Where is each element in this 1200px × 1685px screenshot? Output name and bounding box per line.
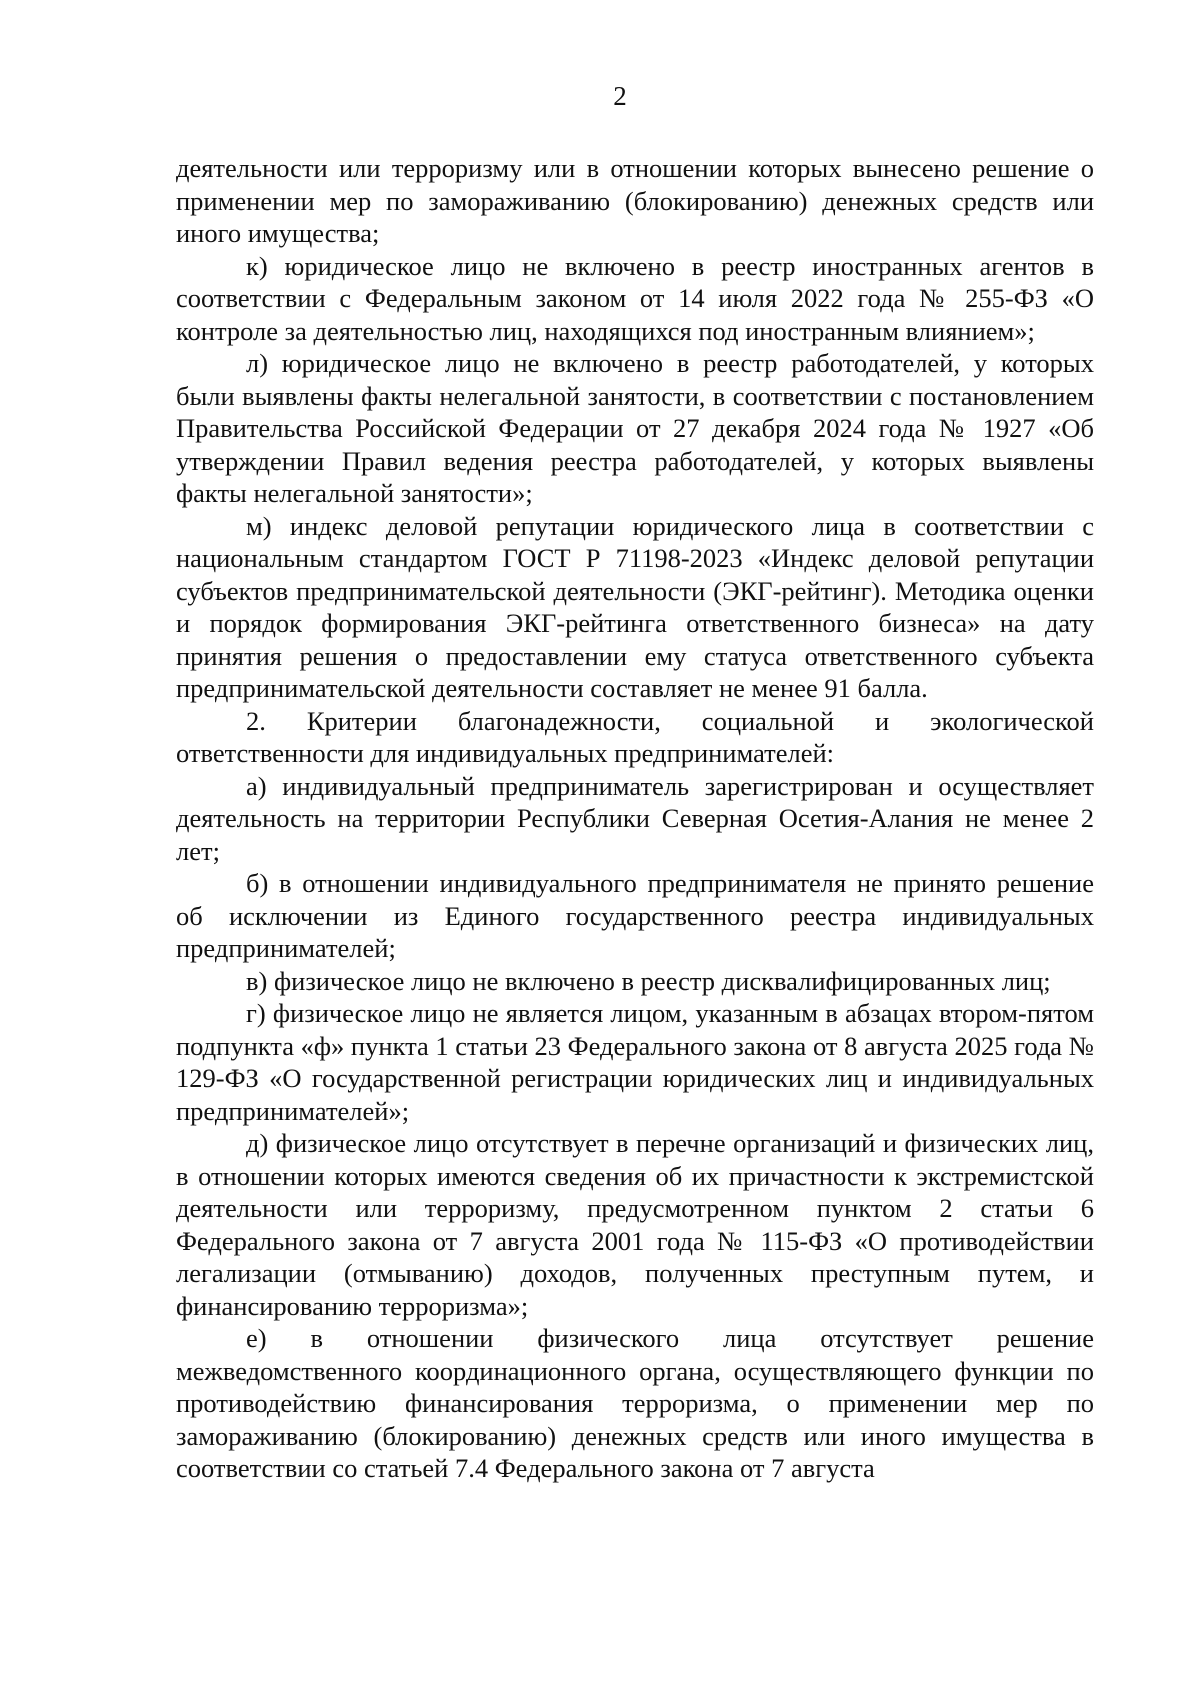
document-body (176, 152, 1094, 1485)
paragraph-k: к) юридическое лицо не включено в реестр иностранных агентов в соответствии с Федеральным законом от 14 июля 2022 года № 255-ФЗ «О контроле за деятельностью лиц, находящихся под иностранным влиянием»; (176, 250, 1094, 346)
paragraph-l: л) юридическое лицо не включено в реестр работодателей, у которых были выявлены факты нелегальной занятости, в соответствии с постановлением Правительства Российской Федерации от 27 декабря 2024 года № 1927 «Об утверждении Правил ведения реестра работодателей, у которых выявлены факты нелегальной занятости»; (176, 348, 1094, 508)
page-number: 2 (613, 81, 627, 111)
paragraph-b: б) в отношении индивидуального предпринимателя не принято решение об исключении из Единого государственного реестра индивидуальных предпринимателей; (176, 868, 1094, 963)
paragraph-v: в) физическое лицо не включено в реестр дисквалифицированных лиц; (246, 965, 1051, 996)
paragraph-g: г) физическое лицо не является лицом, указанным в абзацах втором-пятом подпункта «ф» пункта 1 статьи 23 Федерального закона от 8 августа 2025 года № 129-ФЗ «О государственной регистрации юридических лиц и индивидуальных предпринимателей»; (176, 998, 1094, 1126)
paragraph-d: д) физическое лицо отсутствует в перечне организаций и физических лиц, в отношении которых имеются сведения об их причастности к экстремистской деятельности или терроризму, предусмотренном пунктом 2 статьи 6 Федерального закона от 7 августа 2001 года № 115-ФЗ «О противодействии легализации (отмыванию) доходов, полученных преступным путем, и финансированию терроризма»; (176, 1128, 1094, 1321)
paragraph-a: а) индивидуальный предприниматель зарегистрирован и осуществляет деятельность на территории Республики Северная Осетия-Алания не менее 2 лет; (176, 770, 1094, 866)
paragraph-m: м) индекс деловой репутации юридического лица в соответствии с национальным стандартом ГОСТ Р 71198-2023 «Индекс деловой репутации субъектов предпринимательской деятельности (ЭКГ-рейтинг). Методика оценки и порядок формирования ЭКГ-рейтинга ответственного бизнеса» на дату принятия решения о предоставлении ему статуса ответственного субъекта предпринимательской деятельности составляет не менее 91 балла. (176, 510, 1094, 703)
paragraph-e: е) в отношении физического лица отсутствует решение межведомственного координационного органа, осуществляющего функции по противодействию финансирования терроризма, о применении мер по замораживанию (блокированию) денежных средств или иного имущества в соответствии со статьей 7.4 Федерального закона от 7 августа (176, 1323, 1094, 1483)
section-2-heading: 2. Критерии благонадежности, социальной и экологической ответственности для индивидуальных предпринимателей: (176, 705, 1094, 768)
paragraph-continuation: деятельности или терроризму или в отношении которых вынесено решение о применении мер по замораживанию (блокированию) денежных средств или иного имущества; (176, 153, 1094, 248)
